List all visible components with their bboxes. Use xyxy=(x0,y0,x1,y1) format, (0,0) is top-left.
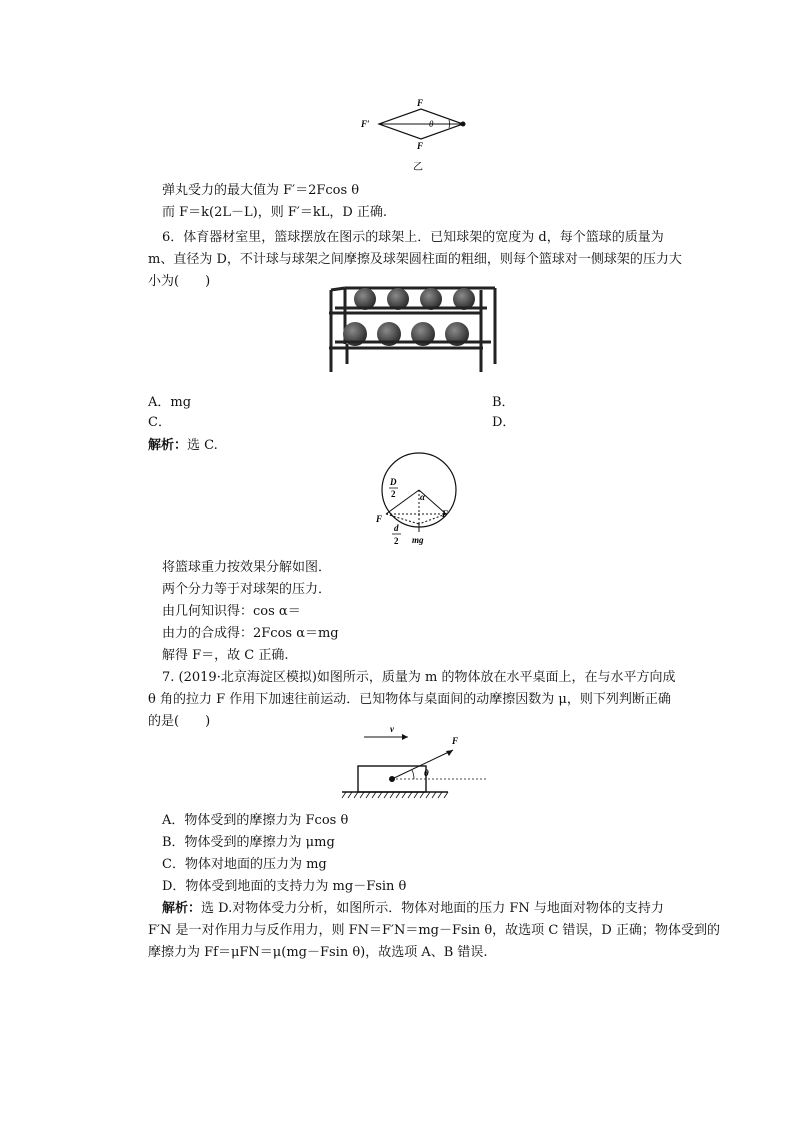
question-7-line: 的是( ) xyxy=(148,714,211,729)
fig-label-d-small: d xyxy=(394,523,399,533)
analysis-line xyxy=(162,900,664,918)
fig-label-f-right: F xyxy=(442,509,449,519)
solution-line: 解得 F＝，故 C 正确. xyxy=(162,648,289,663)
analysis-line: F′N 是一对作用力与反作用力，则 FN＝F′N＝mg－Fsin θ，故选项 C 错误，D 正确；物体受到的 xyxy=(148,923,720,938)
fig-label-f-bottom: F xyxy=(417,141,424,151)
force-rhombus-figure xyxy=(355,94,475,176)
fig-label-theta: θ xyxy=(424,768,429,778)
question-6-line: 6．体育器材室里，篮球摆放在图示的球架上．已知球架的宽度为 d，每个篮球的质量为 xyxy=(162,230,664,245)
fig-label-v: v xyxy=(390,724,394,734)
question-7-line: 7. (2019·北京海淀区模拟)如图所示，质量为 m 的物体放在水平桌面上，在与水平方向成 xyxy=(162,670,676,685)
fig-caption: 乙 xyxy=(413,162,423,173)
fig-label-f-prime: F′ xyxy=(361,119,370,129)
analysis-text: 选 D.对物体受力分析，如图所示．物体对地面的压力 FN 与地面对物体的支持力 xyxy=(201,901,664,916)
block-force-figure xyxy=(338,722,488,802)
fig-label-two: 2 xyxy=(391,489,396,499)
fig-label-d-big: D xyxy=(390,477,397,487)
fig-label-mg: mg xyxy=(412,535,424,545)
option-a: A．mg xyxy=(148,395,192,410)
analysis-text: 选 C. xyxy=(187,438,218,453)
solution-line: 由力的合成得：2Fcos α＝mg xyxy=(162,626,339,641)
fig-label-two-small: 2 xyxy=(394,536,399,546)
solution-line: 将篮球重力按效果分解如图． xyxy=(162,560,332,575)
analysis-label: 解析： xyxy=(148,438,188,453)
analysis-line xyxy=(148,437,218,455)
solution-line: 两个分力等于对球架的压力． xyxy=(162,582,332,597)
option-d: D．物体受到地面的支持力为 mg－Fsin θ xyxy=(162,879,407,894)
option-b: B． xyxy=(492,395,515,410)
fig-label-theta: θ xyxy=(429,119,434,129)
fig-label-f-top: F xyxy=(417,98,424,108)
circle-force-figure xyxy=(374,452,474,548)
option-a: A．物体受到的摩擦力为 Fcos θ xyxy=(162,813,349,828)
option-b: B．物体受到的摩擦力为 μmg xyxy=(162,835,335,850)
fig-label-f-left: F xyxy=(376,514,383,524)
question-6-line: m、直径为 D，不计球与球架之间摩擦及球架圆柱面的粗细，则每个篮球对一侧球架的压力大 xyxy=(148,252,682,267)
analysis-label: 解析： xyxy=(162,901,202,916)
question-7-line: θ 角的拉力 F 作用下加速往前运动．已知物体与桌面间的动摩擦因数为 μ，则下列判断正确 xyxy=(148,692,671,707)
basketball-rack-figure xyxy=(325,284,497,374)
text-line: 而 F＝k(2L－L)，则 F′＝kL，D 正确. xyxy=(162,205,388,220)
option-d: D． xyxy=(492,415,516,430)
text-line: 弹丸受力的最大值为 F′＝2Fcos θ xyxy=(162,183,360,198)
question-6-line: 小为( ) xyxy=(148,274,211,289)
analysis-line: 摩擦力为 Ff＝μFN＝μ(mg－Fsin θ)，故选项 A、B 错误. xyxy=(148,945,488,960)
solution-line: 由几何知识得：cos α＝ xyxy=(162,604,301,619)
fig-label-alpha: α xyxy=(420,492,425,502)
option-c: C． xyxy=(148,415,171,430)
fig-label-f: F xyxy=(452,736,459,746)
option-c: C．物体对地面的压力为 mg xyxy=(162,857,327,872)
